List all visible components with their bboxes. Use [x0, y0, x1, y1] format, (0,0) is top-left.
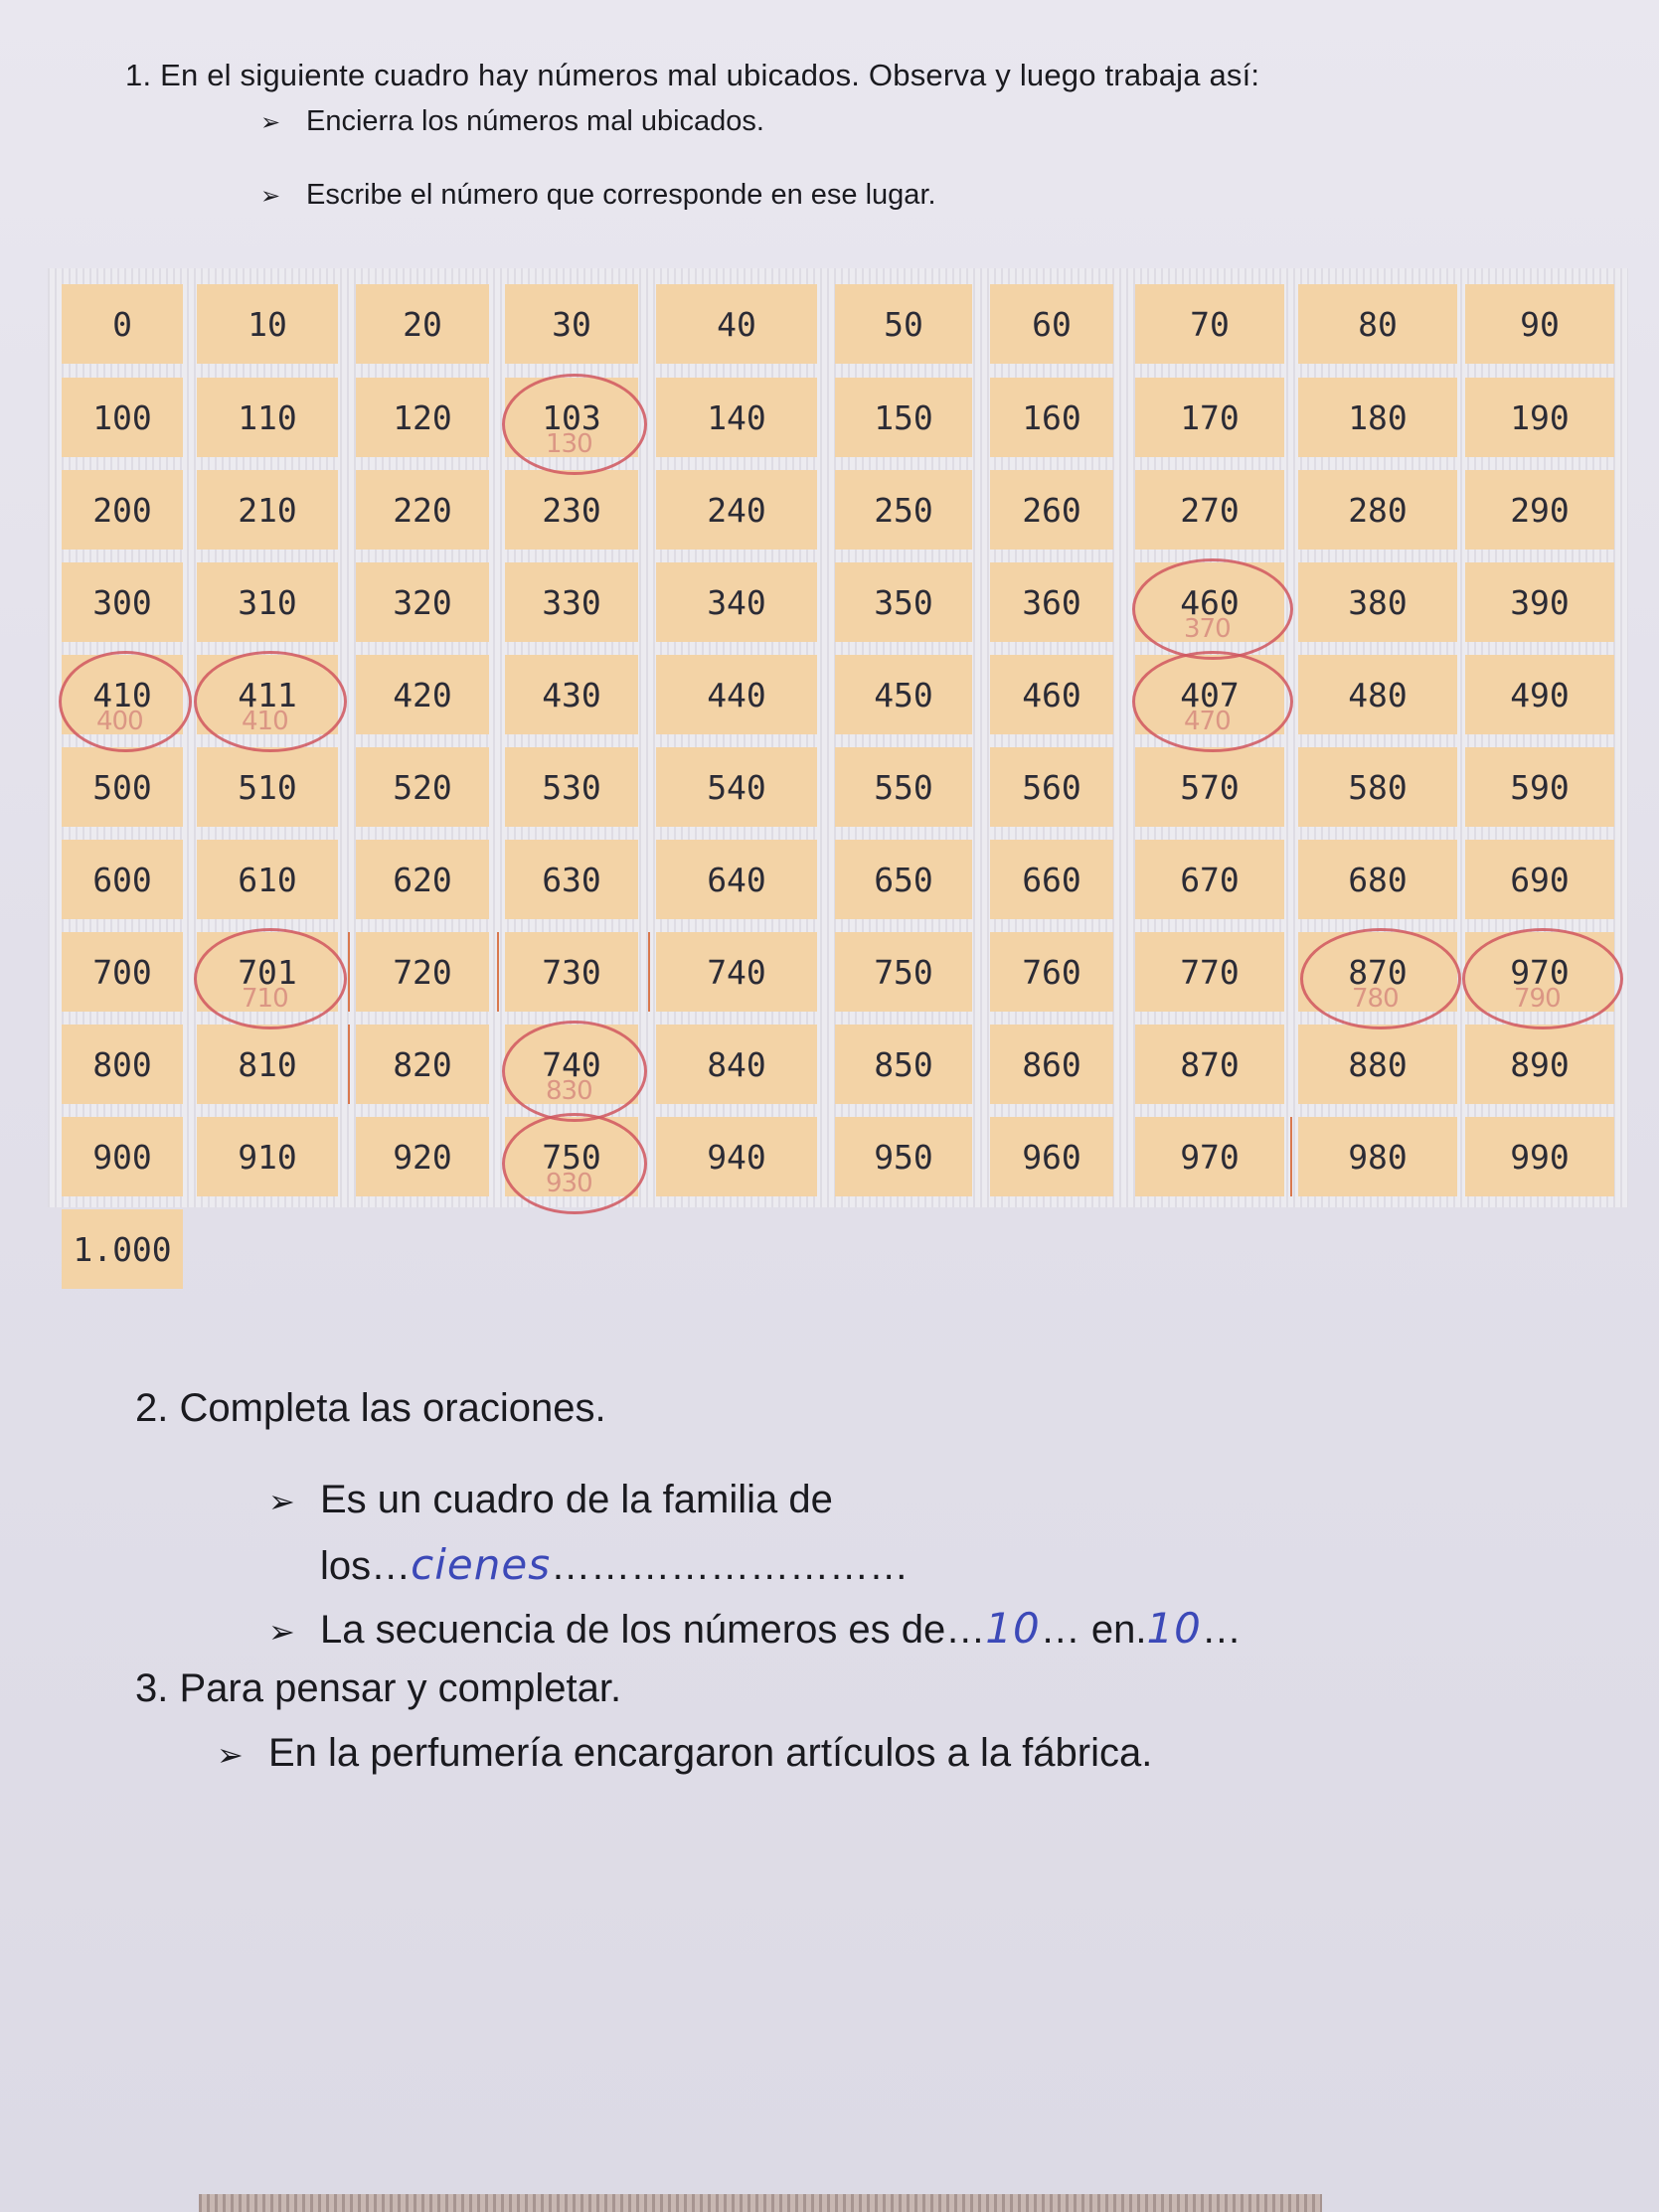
grid-cell: 480 — [1298, 655, 1457, 734]
arrow-bullet-icon: ➢ — [260, 109, 281, 136]
grid-cell: 0 — [62, 284, 183, 364]
handwritten-correction: 790 — [1514, 984, 1561, 1014]
grid-cell: 570 — [1135, 747, 1284, 827]
cell-divider — [348, 1025, 350, 1104]
grid-cell: 750 — [835, 932, 972, 1012]
question-1-title: 1. En el siguiente cuadro hay números mal ubicados. Observa y luego trabaja así: — [125, 58, 1260, 92]
grid-cell: 530 — [505, 747, 638, 827]
grid-cell: 690 — [1465, 840, 1614, 919]
grid-cell: 740 — [505, 1025, 638, 1104]
cell-divider — [648, 932, 650, 1012]
dotted-blank: ……………………… — [551, 1544, 910, 1588]
grid-cell: 770 — [1135, 932, 1284, 1012]
grid-cell: 10 — [197, 284, 338, 364]
cell-divider — [348, 932, 350, 1012]
grid-cell: 490 — [1465, 655, 1614, 734]
handwritten-answer: cienes — [411, 1540, 552, 1589]
grid-cell: 200 — [62, 470, 183, 550]
grid-cell: 870 — [1298, 932, 1457, 1012]
handwritten-correction: 400 — [96, 707, 143, 736]
grid-cell: 850 — [835, 1025, 972, 1104]
grid-cell: 920 — [356, 1117, 489, 1196]
grid-cell: 20 — [356, 284, 489, 364]
grid-cell: 350 — [835, 562, 972, 642]
grid-cell: 100 — [62, 378, 183, 457]
grid-cell: 330 — [505, 562, 638, 642]
grid-cell: 520 — [356, 747, 489, 827]
sentence-text: Es un cuadro de la familia de — [320, 1478, 833, 1521]
grid-cell: 701 — [197, 932, 338, 1012]
arrow-bullet-icon: ➢ — [268, 1614, 295, 1650]
grid-cell: 700 — [62, 932, 183, 1012]
grid-cell: 960 — [990, 1117, 1113, 1196]
question-3-title: 3. Para pensar y completar. — [135, 1666, 622, 1710]
grid-cell: 940 — [656, 1117, 817, 1196]
arrow-bullet-icon: ➢ — [268, 1484, 295, 1519]
grid-cell: 170 — [1135, 378, 1284, 457]
sentence-text: En la perfumería encargaron artículos a la fábrica. — [268, 1731, 1153, 1775]
grid-cell: 210 — [197, 470, 338, 550]
grid-cell: 910 — [197, 1117, 338, 1196]
grid-cell: 320 — [356, 562, 489, 642]
sentence-1-line-1 — [268, 1478, 833, 1522]
grid-cell: 440 — [656, 655, 817, 734]
grid-cell: 270 — [1135, 470, 1284, 550]
handwritten-correction: 710 — [242, 984, 288, 1014]
grid-cell: 390 — [1465, 562, 1614, 642]
grid-cell: 160 — [990, 378, 1113, 457]
grid-cell: 190 — [1465, 378, 1614, 457]
grid-cell: 103 — [505, 378, 638, 457]
grid-cell: 600 — [62, 840, 183, 919]
grid-cell: 500 — [62, 747, 183, 827]
handwritten-answer: 10 — [1146, 1604, 1202, 1653]
grid-cell: 220 — [356, 470, 489, 550]
grid-cell: 340 — [656, 562, 817, 642]
grid-cell: 60 — [990, 284, 1113, 364]
grid-cell: 40 — [656, 284, 817, 364]
grid-cell-last: 1.000 — [62, 1209, 183, 1289]
grid-cell: 430 — [505, 655, 638, 734]
grid-cell: 820 — [356, 1025, 489, 1104]
grid-cell: 80 — [1298, 284, 1457, 364]
grid-cell: 110 — [197, 378, 338, 457]
grid-cell: 540 — [656, 747, 817, 827]
question-2-title: 2. Completa las oraciones. — [135, 1386, 606, 1430]
grid-cell: 900 — [62, 1117, 183, 1196]
grid-cell: 310 — [197, 562, 338, 642]
arrow-bullet-icon: ➢ — [260, 183, 281, 210]
grid-cell: 670 — [1135, 840, 1284, 919]
grid-cell: 450 — [835, 655, 972, 734]
grid-cell: 860 — [990, 1025, 1113, 1104]
grid-cell: 680 — [1298, 840, 1457, 919]
sentence-1-line-2 — [320, 1540, 909, 1589]
grid-cell: 590 — [1465, 747, 1614, 827]
grid-cell: 890 — [1465, 1025, 1614, 1104]
sentence-2 — [268, 1604, 1242, 1653]
grid-cell: 640 — [656, 840, 817, 919]
arrow-bullet-icon: ➢ — [217, 1737, 244, 1773]
grid-cell: 970 — [1465, 932, 1614, 1012]
handwritten-correction: 410 — [242, 707, 288, 736]
grid-cell: 740 — [656, 932, 817, 1012]
grid-cell: 550 — [835, 747, 972, 827]
grid-cell: 411 — [197, 655, 338, 734]
sentence-text: … — [1201, 1608, 1242, 1652]
handwritten-correction: 370 — [1184, 614, 1231, 644]
sentence-text: … en. — [1040, 1608, 1147, 1652]
grid-cell: 240 — [656, 470, 817, 550]
handwritten-correction: 470 — [1184, 707, 1231, 736]
grid-cell: 980 — [1298, 1117, 1457, 1196]
cell-divider — [497, 932, 499, 1012]
grid-cell: 140 — [656, 378, 817, 457]
grid-cell: 870 — [1135, 1025, 1284, 1104]
grid-cell: 620 — [356, 840, 489, 919]
grid-cell: 880 — [1298, 1025, 1457, 1104]
grid-cell: 290 — [1465, 470, 1614, 550]
grid-cell: 950 — [835, 1117, 972, 1196]
grid-cell: 630 — [505, 840, 638, 919]
grid-cell: 180 — [1298, 378, 1457, 457]
grid-cell: 380 — [1298, 562, 1457, 642]
grid-cell: 420 — [356, 655, 489, 734]
grid-cell: 720 — [356, 932, 489, 1012]
grid-cell: 150 — [835, 378, 972, 457]
grid-cell: 660 — [990, 840, 1113, 919]
grid-cell: 840 — [656, 1025, 817, 1104]
grid-cell: 50 — [835, 284, 972, 364]
grid-cell: 510 — [197, 747, 338, 827]
grid-cell: 410 — [62, 655, 183, 734]
instruction-text: Encierra los números mal ubicados. — [306, 105, 764, 137]
grid-cell: 810 — [197, 1025, 338, 1104]
grid-cell: 90 — [1465, 284, 1614, 364]
grid-cell: 990 — [1465, 1117, 1614, 1196]
grid-cell: 300 — [62, 562, 183, 642]
grid-cell: 580 — [1298, 747, 1457, 827]
grid-cell: 650 — [835, 840, 972, 919]
grid-cell: 360 — [990, 562, 1113, 642]
grid-cell: 30 — [505, 284, 638, 364]
grid-cell: 250 — [835, 470, 972, 550]
handwritten-correction: 830 — [546, 1076, 592, 1106]
grid-cell: 730 — [505, 932, 638, 1012]
number-grid — [48, 268, 1628, 1269]
grid-cell: 800 — [62, 1025, 183, 1104]
cell-divider — [1290, 1117, 1292, 1196]
handwritten-correction: 930 — [546, 1169, 592, 1198]
grid-cell: 460 — [990, 655, 1113, 734]
handwritten-answer: 10 — [985, 1604, 1041, 1653]
grid-cell: 230 — [505, 470, 638, 550]
instruction-bullet-2 — [260, 179, 936, 212]
handwritten-correction: 780 — [1352, 984, 1399, 1014]
page-bottom-edge — [199, 2194, 1322, 2212]
grid-cell: 407 — [1135, 655, 1284, 734]
question-3-sentence — [217, 1731, 1152, 1776]
grid-cell: 120 — [356, 378, 489, 457]
grid-cell: 970 — [1135, 1117, 1284, 1196]
grid-cell: 460 — [1135, 562, 1284, 642]
handwritten-correction: 130 — [546, 429, 592, 459]
grid-cell: 560 — [990, 747, 1113, 827]
grid-cell: 280 — [1298, 470, 1457, 550]
instruction-bullet-1 — [260, 105, 764, 138]
grid-cell: 260 — [990, 470, 1113, 550]
grid-cell: 760 — [990, 932, 1113, 1012]
grid-cell: 70 — [1135, 284, 1284, 364]
instruction-text: Escribe el número que corresponde en ese lugar. — [306, 179, 936, 211]
sentence-text: los… — [320, 1544, 412, 1588]
grid-cell: 610 — [197, 840, 338, 919]
grid-cell: 750 — [505, 1117, 638, 1196]
sentence-text: La secuencia de los números es de… — [320, 1608, 986, 1652]
